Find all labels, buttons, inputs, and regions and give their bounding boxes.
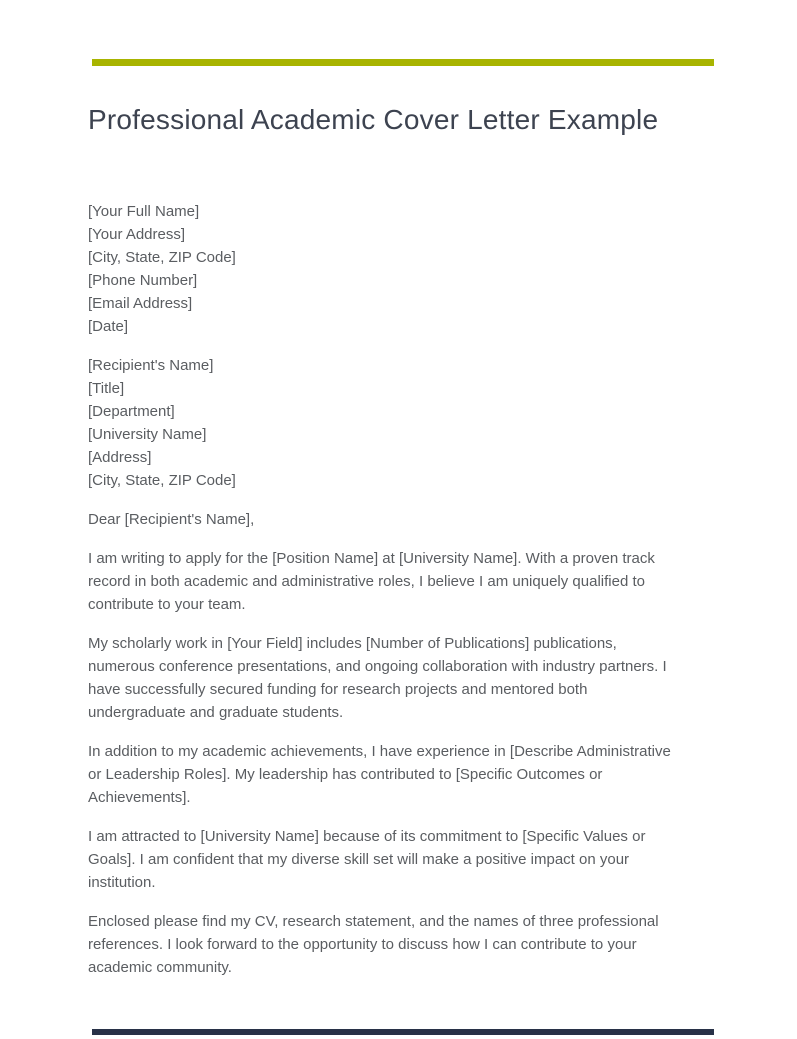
body-paragraph: In addition to my academic achievements, I have experience in [Describe Administrative or Leadership Roles]. My leadership has contributed to [Specific Outcomes or Achievements].: [88, 743, 671, 806]
body-paragraph: My scholarly work in [Your Field] includes [Number of Publications] publications, numerous conference presentations, and ongoing collaboration with industry partners. I have successfully secured funding for research projects and mentored both undergraduate and graduate students.: [88, 635, 667, 721]
bottom-accent-bar: [92, 1029, 714, 1035]
sender-line: [Email Address]: [88, 295, 193, 312]
recipient-line: [Address]: [88, 449, 152, 466]
letter-body: [88, 200, 676, 979]
recipient-line: [City, State, ZIP Code]: [88, 472, 236, 489]
body-paragraph: I am writing to apply for the [Position Name] at [University Name]. With a proven track record in both academic and administrative roles, I believe I am uniquely qualified to contribute to your team.: [88, 550, 655, 613]
sender-address-block: [88, 200, 676, 338]
salutation: Dear [Recipient's Name],: [88, 511, 255, 528]
recipient-line: [University Name]: [88, 426, 207, 443]
page-title: Professional Academic Cover Letter Example: [88, 104, 659, 135]
recipient-line: [Recipient's Name]: [88, 357, 214, 374]
recipient-address-block: [88, 354, 676, 492]
sender-line: [Phone Number]: [88, 272, 198, 289]
sender-line: [Your Address]: [88, 226, 186, 243]
recipient-line: [Department]: [88, 403, 175, 420]
sender-line: [Date]: [88, 318, 129, 335]
sender-line: [City, State, ZIP Code]: [88, 249, 236, 266]
sender-line: [Your Full Name]: [88, 203, 200, 220]
body-paragraph: Enclosed please find my CV, research statement, and the names of three professional references. I look forward to the opportunity to discuss how I can contribute to your academic community.: [88, 913, 659, 976]
body-paragraph: I am attracted to [University Name] because of its commitment to [Specific Values or Goals]. I am confident that my diverse skill set will make a positive impact on your institution.: [88, 828, 646, 891]
top-accent-bar: [92, 59, 714, 66]
recipient-line: [Title]: [88, 380, 125, 397]
